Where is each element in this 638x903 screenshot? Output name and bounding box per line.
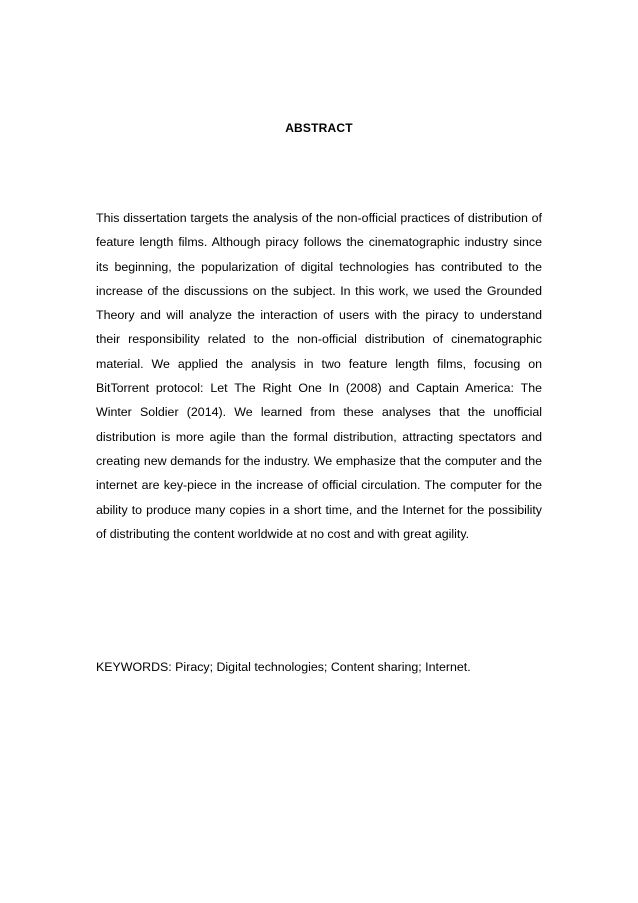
keywords-line: KEYWORDS: Piracy; Digital technologies; Content sharing; Internet.	[96, 660, 471, 674]
abstract-heading: ABSTRACT	[285, 121, 353, 135]
abstract-body-text: This dissertation targets the analysis of the non-official practices of distribution of feature length films. Although piracy follows the cinematographic industry since its beginning, the popularization of digital technologies has contributed to the increase of the discussions on the subject. In this work, we used the Grounded Theory and will analyze the interaction of users with the piracy to understand their responsibility related to the non-official distribution of cinematographic material. We applied the analysis in two feature length films, focusing on BitTorrent protocol: Let The Right One In (2008) and Captain America: The Winter Soldier (2014). We learned from these analyses that the unofficial distribution is more agile than the formal distribution, attracting spectators and creating new demands for the industry. We emphasize that the computer and the internet are key-piece in the increase of official circulation. The computer for the ability to produce many copies in a short time, and the Internet for the possibility of distributing the content worldwide at no cost and with great agility.	[96, 211, 542, 541]
